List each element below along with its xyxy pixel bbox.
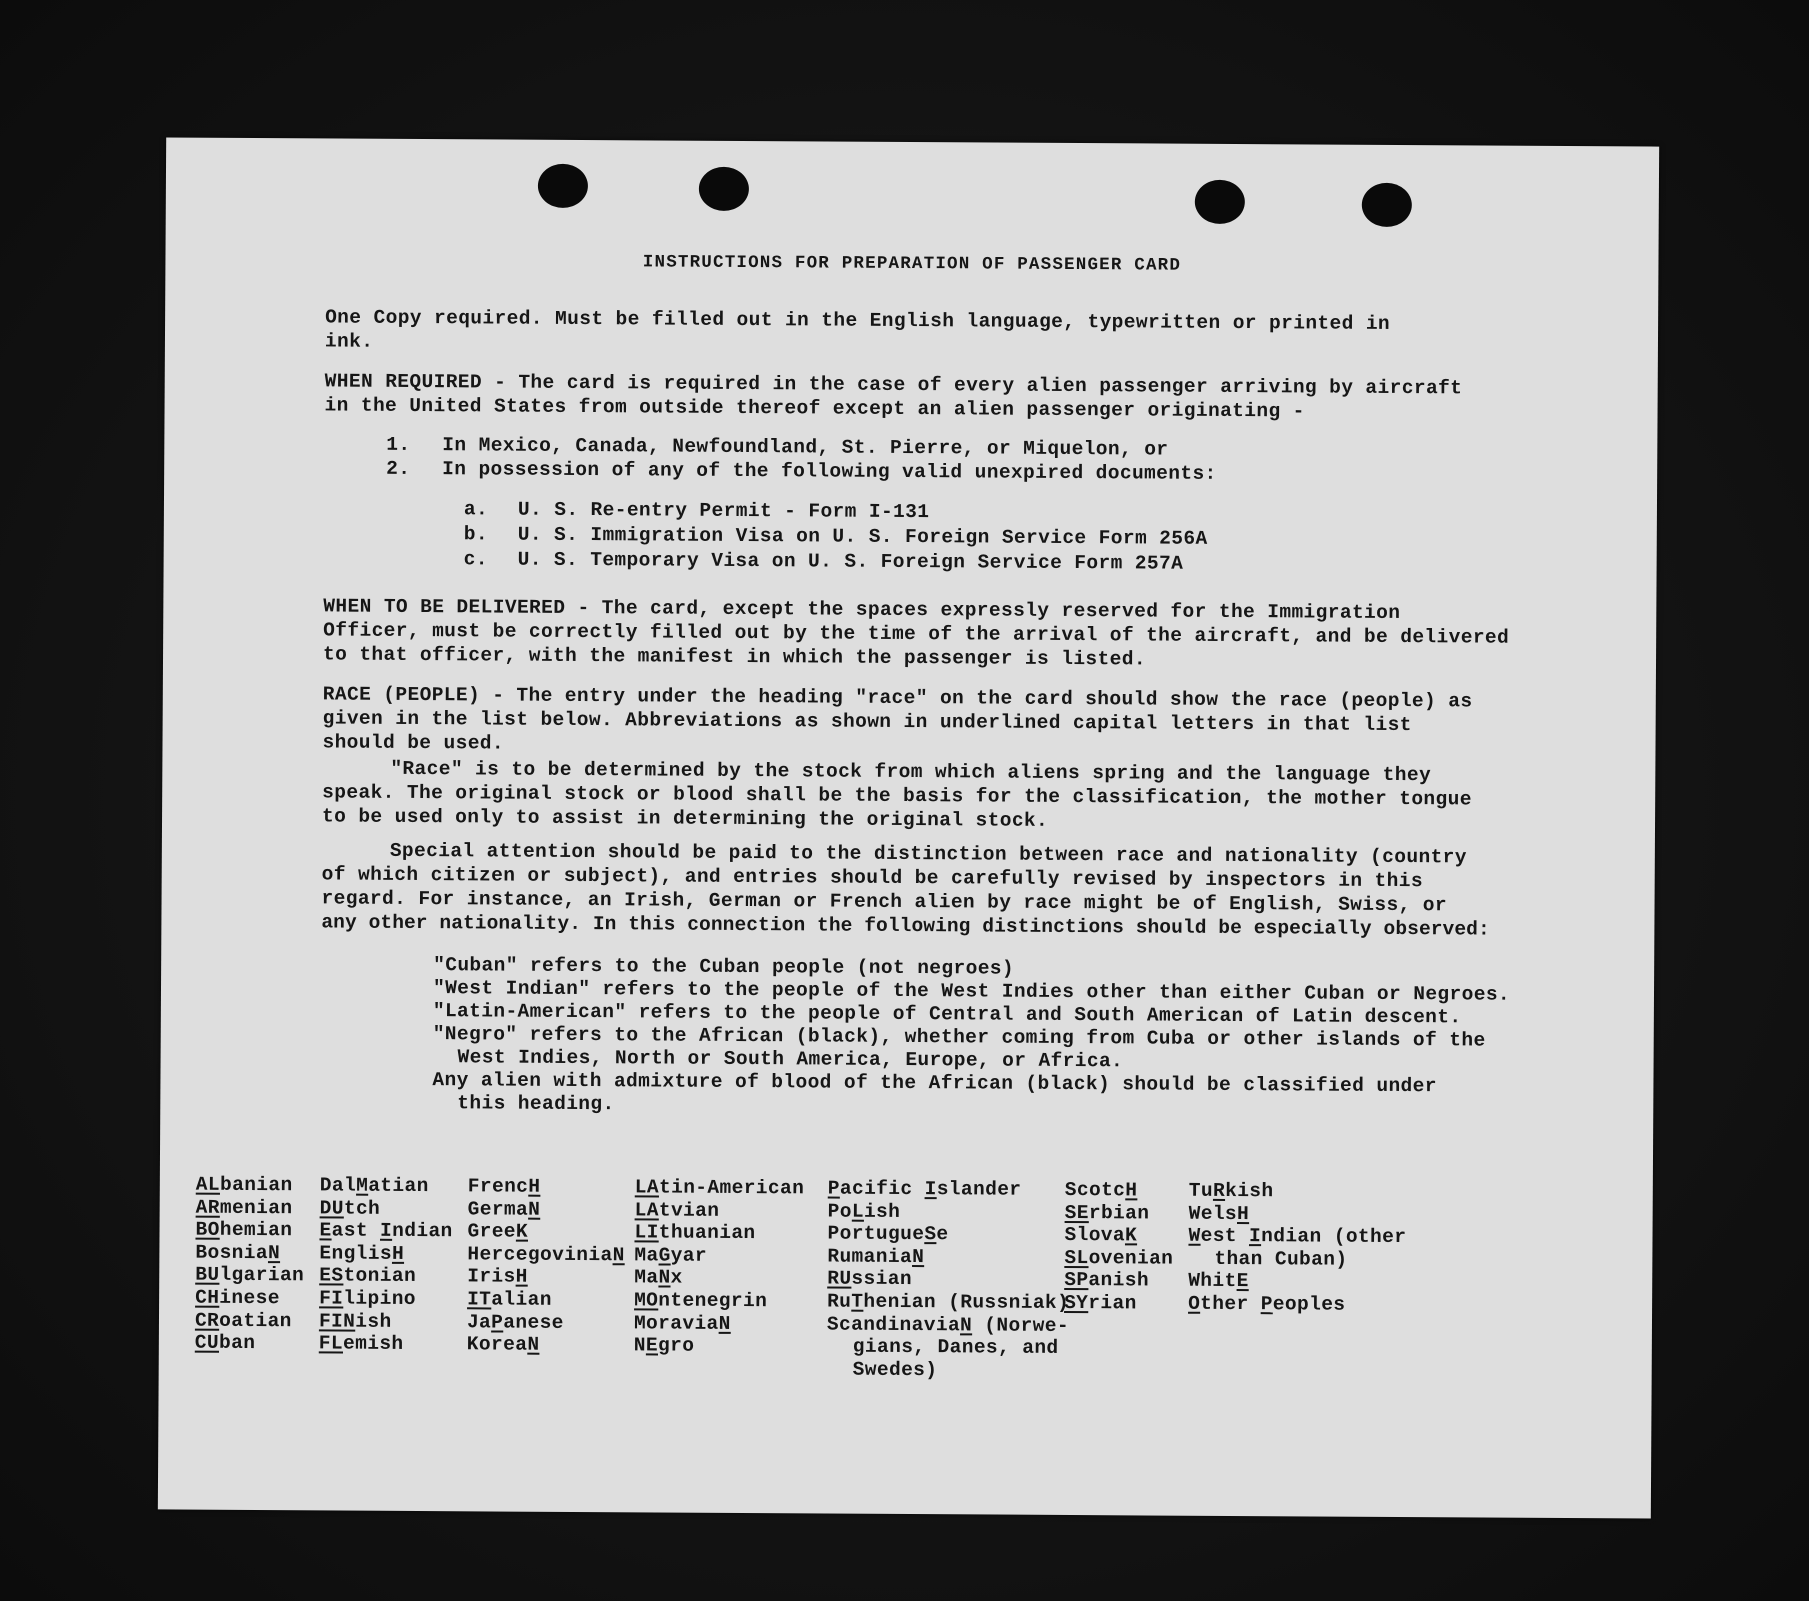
race-text: Dal: [319, 1174, 357, 1197]
race-text: yar: [670, 1244, 708, 1267]
race-people-line: RACE (PEOPLE) - The entry under the heading "race" on the card should show the race (people) as: [322, 683, 1473, 713]
race-abbreviation: H: [528, 1175, 541, 1198]
race-text: Rumania: [827, 1245, 913, 1268]
race-abbreviation: N: [612, 1243, 625, 1267]
race-item-continuation: gians, Danes, and: [852, 1335, 1059, 1360]
when-delivered-line: WHEN TO BE DELIVERED - The card, except the spaces expressly reserved for the Immigration: [323, 595, 1401, 625]
race-abbreviation: SY: [1064, 1291, 1089, 1315]
race-abbreviation: SL: [1064, 1246, 1089, 1269]
special-attention-line: regard. For instance, an Irish, German or French alien by race might be of English, Swiss, or: [321, 887, 1448, 917]
list-text: U. S. Re-entry Permit - Form I-131: [517, 498, 930, 524]
race-determined-line: speak. The original stock or blood shall be the basis for the classification, the mother tongue: [322, 781, 1472, 811]
race-column: [827, 1178, 1070, 1383]
race-text: ast: [331, 1219, 381, 1242]
race-text: Englis: [319, 1242, 393, 1265]
race-determined-paragraph: [322, 756, 1642, 836]
race-text: Slova: [1064, 1224, 1126, 1247]
race-text: lipino: [343, 1287, 417, 1310]
list-letter: b.: [463, 523, 489, 546]
race-text: Ma: [634, 1244, 659, 1267]
race-text: anish: [1088, 1269, 1150, 1292]
race-text: gro: [657, 1334, 695, 1357]
race-item: [467, 1311, 624, 1335]
race-text: Ru: [827, 1290, 852, 1313]
race-item: [635, 1199, 805, 1223]
race-text: Bosnia: [195, 1241, 269, 1264]
race-abbreviation: M: [356, 1174, 369, 1197]
race-text: Scotc: [1064, 1178, 1126, 1202]
punch-hole: [538, 164, 588, 208]
intro-line: ink.: [324, 330, 374, 353]
race-text: rian: [1088, 1292, 1137, 1315]
race-item: [634, 1244, 804, 1268]
race-text: ntenegrin: [658, 1289, 768, 1313]
race-abbreviation: R: [1212, 1179, 1226, 1202]
race-abbreviation: E: [645, 1334, 659, 1357]
special-attention-paragraph: [321, 838, 1652, 942]
punch-hole: [1362, 183, 1412, 227]
race-item: [467, 1221, 624, 1245]
distinction-line: Any alien with admixture of blood of the African (black) should be classified under: [432, 1069, 1437, 1098]
race-text: tonian: [343, 1264, 417, 1288]
race-item: [1065, 1179, 1174, 1202]
race-text: acific: [839, 1177, 925, 1201]
race-abbreviation: AR: [195, 1196, 220, 1219]
race-item: [319, 1287, 452, 1310]
race-people-paragraph: [322, 682, 1642, 762]
race-determined-line: to be used only to assist in determining the original stock.: [321, 805, 1049, 832]
distinction-line: "Latin-American" refers to the people of Central and South American of Latin descent.: [432, 1000, 1462, 1029]
race-abbreviation: FIN: [318, 1309, 356, 1333]
when-delivered-line: Officer, must be correctly filled out by the time of the arrival of the aircraft, and be delivered: [323, 619, 1510, 649]
punch-hole: [1195, 180, 1245, 224]
race-text: Portugue: [827, 1222, 925, 1246]
race-text: emish: [342, 1332, 404, 1356]
race-abbreviation: H: [391, 1242, 405, 1265]
document-title: INSTRUCTIONS FOR PREPARATION OF PASSENGER CARD: [642, 252, 1182, 276]
race-text: Scandinavia: [826, 1313, 961, 1336]
list-item: [464, 547, 1208, 577]
race-abbreviation: LA: [634, 1176, 660, 1199]
race-abbreviation: LI: [634, 1221, 659, 1244]
race-abbreviation: H: [515, 1265, 528, 1289]
race-item: [634, 1289, 804, 1313]
race-item-continuation: Swedes): [852, 1358, 938, 1381]
list-item: [386, 457, 1217, 486]
special-attention-line: Special attention should be paid to the distinction between race and nationality (country: [389, 839, 1467, 869]
race-text: kish: [1225, 1179, 1274, 1203]
race-abbreviation: G: [658, 1244, 671, 1267]
race-item: [827, 1290, 1069, 1314]
race-text: Gree: [467, 1220, 517, 1243]
race-abbreviation: FI: [319, 1287, 344, 1310]
race-item: [320, 1174, 453, 1197]
race-text: Korea: [466, 1333, 528, 1356]
race-text: eoples: [1272, 1293, 1346, 1316]
list-number: 2.: [386, 457, 411, 480]
document-page: [158, 137, 1659, 1518]
race-item: [319, 1310, 452, 1333]
special-attention-line: of which citizen or subject), and entries should be carefully revised by inspectors in this: [321, 863, 1424, 893]
list-letter: a.: [463, 498, 489, 521]
race-text: Tu: [1188, 1179, 1214, 1202]
race-abbreviation: T: [851, 1290, 864, 1313]
race-item: [467, 1243, 624, 1267]
race-item: [468, 1198, 625, 1222]
race-text: Iris: [467, 1265, 516, 1288]
race-item: [828, 1178, 1070, 1202]
race-item: [468, 1175, 625, 1199]
race-abbreviation: N: [718, 1312, 731, 1335]
race-item: [827, 1245, 1069, 1269]
race-abbreviation: P: [827, 1177, 840, 1200]
documents-list: [464, 497, 1208, 577]
race-abbreviation: ES: [319, 1264, 344, 1287]
race-people-line: given in the list below. Abbreviations as shown in underlined capital letters in that list: [322, 707, 1412, 737]
race-item: [195, 1241, 304, 1264]
race-text: ndian: [392, 1220, 453, 1243]
race-text: ish: [355, 1310, 392, 1333]
race-abbreviation: L: [851, 1200, 865, 1223]
race-column: [467, 1175, 625, 1357]
intro-paragraph: [325, 305, 1645, 361]
race-text: lgarian: [219, 1264, 305, 1287]
race-abbreviation: IT: [467, 1288, 492, 1311]
race-text: Moravia: [633, 1311, 719, 1335]
race-column: [1188, 1180, 1407, 1317]
distinctions-list: [432, 954, 1623, 1122]
race-item: [319, 1265, 452, 1288]
race-abbreviation: O: [1188, 1292, 1201, 1315]
race-text: henian (Russniak): [863, 1290, 1070, 1314]
race-item: [827, 1268, 1069, 1292]
race-text: tvian: [658, 1199, 720, 1222]
race-text: Po: [827, 1200, 852, 1223]
race-text: ssian: [851, 1268, 913, 1291]
when-required-line: in the United States from outside thereof except an alien passenger originating -: [324, 394, 1305, 423]
race-abbreviation: N: [267, 1241, 281, 1264]
race-text: (Norwe-: [972, 1313, 1070, 1337]
origin-list: [386, 433, 1217, 486]
race-item: [195, 1287, 304, 1310]
race-abbreviation: SP: [1064, 1269, 1089, 1292]
race-text: ban: [218, 1331, 256, 1355]
race-abbreviation: E: [1236, 1270, 1249, 1293]
race-text: e: [936, 1223, 949, 1246]
race-item: [1064, 1269, 1173, 1292]
when-required-line: WHEN REQUIRED - The card is required in the case of every alien passenger arriving by aircraft: [324, 370, 1463, 400]
list-letter: c.: [463, 548, 488, 571]
race-abbreviation: CH: [195, 1286, 220, 1309]
race-item: [319, 1333, 452, 1356]
race-item: [467, 1288, 624, 1312]
race-abbreviation: H: [1237, 1202, 1250, 1225]
race-item: [1064, 1292, 1173, 1315]
race-text: N: [633, 1334, 647, 1357]
race-text: inese: [219, 1286, 280, 1310]
race-abbreviation: LA: [634, 1198, 659, 1222]
race-text: tch: [343, 1197, 381, 1220]
race-text: ther: [1200, 1292, 1261, 1316]
race-abbreviation: CR: [194, 1309, 220, 1332]
race-text: alian: [491, 1288, 552, 1311]
race-abbreviation: RU: [827, 1267, 852, 1291]
race-abbreviation: H: [1125, 1179, 1138, 1202]
when-required-paragraph: [324, 369, 1644, 425]
race-text: x: [670, 1266, 683, 1290]
race-item: [1064, 1247, 1173, 1270]
race-abbreviation: N: [528, 1198, 541, 1221]
race-text: Ja: [466, 1310, 492, 1334]
race-text: ish: [863, 1200, 901, 1223]
distinction-line: West Indies, North or South America, Europe, or Africa.: [457, 1046, 1124, 1073]
race-text: hemian: [219, 1218, 293, 1242]
list-text: In Mexico, Canada, Newfoundland, St. Pierre, or Miquelon, or: [442, 434, 1169, 461]
race-list: [160, 1173, 1653, 1381]
race-item: [827, 1313, 1069, 1337]
race-item: [1189, 1180, 1407, 1204]
race-abbreviation: SE: [1064, 1201, 1089, 1224]
distinction-line: "Negro" refers to the African (black), whether coming from Cuba or other islands of the: [432, 1023, 1486, 1052]
race-item: [1188, 1293, 1406, 1317]
when-delivered-paragraph: [323, 594, 1643, 674]
intro-line: One Copy required. Must be filled out in the English language, typewritten or printed in: [325, 306, 1391, 335]
race-item: [320, 1197, 453, 1220]
race-column: [634, 1176, 805, 1358]
race-text: ndian (other: [1261, 1225, 1407, 1249]
distinction-line: "Cuban" refers to the Cuban people (not negroes): [433, 954, 1015, 980]
race-column: [319, 1174, 453, 1356]
race-abbreviation: E: [319, 1219, 332, 1242]
race-item: [1064, 1224, 1173, 1247]
race-item: [1188, 1270, 1406, 1294]
race-column: [195, 1174, 305, 1355]
distinction-line: "West Indian" refers to the people of the West Indies other than either Cuban or Negroes.: [432, 977, 1511, 1006]
race-item: [195, 1309, 304, 1332]
race-abbreviation: MO: [634, 1289, 659, 1312]
race-people-line: should be used.: [322, 731, 505, 755]
list-number: 1.: [386, 433, 411, 456]
punch-hole: [699, 167, 749, 211]
race-text: Hercegovinia: [467, 1243, 613, 1266]
race-item: [319, 1242, 452, 1265]
race-text: est: [1200, 1224, 1250, 1248]
race-text: Wels: [1188, 1202, 1238, 1225]
race-text: anese: [503, 1311, 564, 1334]
race-abbreviation: K: [515, 1220, 529, 1243]
race-abbreviation: FL: [318, 1332, 344, 1355]
race-text: slander: [936, 1178, 1022, 1201]
race-abbreviation: N: [527, 1333, 540, 1356]
race-text: ovenian: [1088, 1246, 1174, 1270]
race-abbreviation: N: [960, 1313, 973, 1336]
race-text: banian: [219, 1173, 293, 1197]
race-text: Ma: [634, 1266, 659, 1289]
race-item: [467, 1333, 624, 1357]
race-item-continuation: than Cuban): [1214, 1247, 1348, 1271]
special-attention-line: any other nationality. In this connection the following distinctions should be especially observed:: [321, 911, 1490, 941]
when-delivered-line: to that officer, with the manifest in which the passenger is listed.: [322, 643, 1147, 671]
race-item: [634, 1334, 804, 1358]
race-abbreviation: AL: [195, 1173, 221, 1196]
race-item: [634, 1267, 804, 1291]
race-item: [828, 1200, 1070, 1224]
race-abbreviation: W: [1188, 1224, 1201, 1247]
race-abbreviation: I: [1248, 1225, 1262, 1248]
race-item: [634, 1312, 804, 1336]
list-text: U. S. Temporary Visa on U. S. Foreign Service Form 257A: [517, 548, 1184, 575]
race-abbreviation: CU: [194, 1331, 220, 1354]
race-text: rbian: [1088, 1201, 1150, 1225]
race-abbreviation: P: [1260, 1293, 1273, 1316]
race-item: [195, 1219, 304, 1242]
race-text: thuanian: [658, 1221, 756, 1245]
distinction-line: this heading.: [457, 1092, 615, 1116]
race-item: [1065, 1202, 1174, 1225]
race-item: [635, 1176, 805, 1200]
race-determined-line: "Race" is to be determined by the stock from which aliens spring and the language they: [390, 757, 1432, 787]
race-item: [196, 1196, 305, 1219]
race-abbreviation: DU: [319, 1197, 344, 1220]
race-text: tin-American: [658, 1176, 805, 1200]
race-abbreviation: N: [912, 1245, 925, 1268]
race-item: [195, 1264, 304, 1287]
race-item: [1189, 1202, 1407, 1226]
race-text: menian: [219, 1196, 293, 1219]
race-text: oatian: [219, 1309, 292, 1332]
list-text: In possession of any of the following valid unexpired documents:: [442, 458, 1217, 485]
race-abbreviation: P: [491, 1311, 504, 1334]
race-abbreviation: N: [658, 1266, 671, 1289]
race-abbreviation: BU: [195, 1264, 220, 1287]
race-column: [1064, 1179, 1174, 1315]
race-text: Germa: [467, 1197, 529, 1221]
race-abbreviation: I: [924, 1178, 937, 1201]
race-item: [634, 1222, 804, 1246]
race-text: atian: [368, 1174, 429, 1198]
race-item: [195, 1332, 304, 1355]
list-text: U. S. Immigration Visa on U. S. Foreign Service Form 256A: [517, 523, 1208, 550]
race-abbreviation: I: [379, 1219, 393, 1243]
race-abbreviation: BO: [195, 1218, 220, 1241]
race-item: [196, 1174, 305, 1197]
race-text: Frenc: [467, 1175, 529, 1198]
race-item: [1188, 1225, 1406, 1249]
race-item: [827, 1223, 1069, 1247]
race-text: Whit: [1188, 1270, 1237, 1293]
race-abbreviation: K: [1124, 1224, 1138, 1247]
race-item: [319, 1220, 452, 1243]
race-item: [467, 1266, 624, 1290]
race-abbreviation: S: [924, 1223, 937, 1246]
